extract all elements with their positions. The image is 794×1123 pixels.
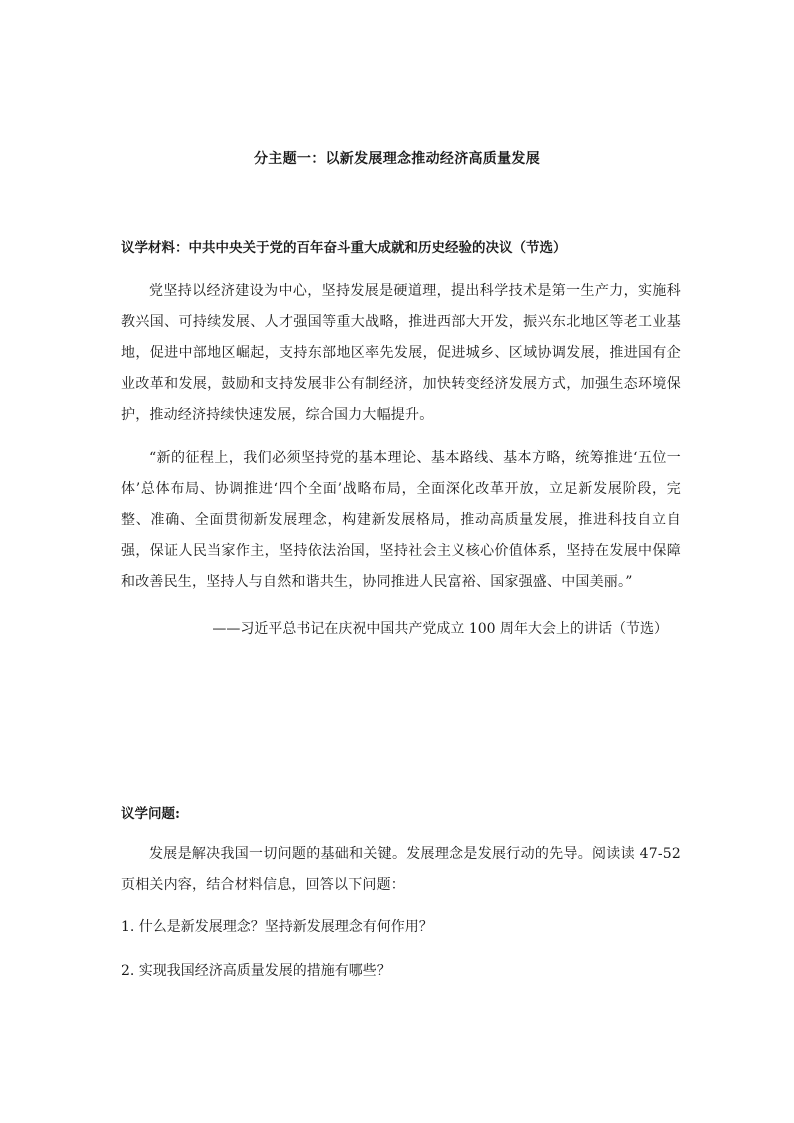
page-title: 分主题一：以新发展理念推动经济高质量发展 — [254, 151, 540, 167]
question-intro: 发展是解决我国一切问题的基础和关键。发展理念是发展行动的先导。阅读读 47-52 页相关内容，结合材料信息，回答以下问题： — [121, 846, 681, 893]
material-paragraph-1: 党坚持以经济建设为中心，坚持发展是硬道理，提出科学技术是第一生产力，实施科教兴国、可持续发展、人才强国等重大战略，推进西部大开发，振兴东北地区等老工业基地，促进中部地区崛起，支持东部地区率先发展，促进城乡、区域协调发展，推进国有企业改革和发展，鼓励和支持发展非公有制经济，加快转变经济发展方式，加强生态环境保护，推动经济持续快速发展，综合国力大幅提升。 — [121, 283, 681, 423]
quote-source: ——习近平总书记在庆祝中国共产党成立 100 周年大会上的讲话（节选） — [212, 621, 668, 637]
material-paragraph-2: “新的征程上，我们必须坚持党的基本理论、基本路线、基本方略，统筹推进‘五位一体’总体布局、协调推进‘四个全面’战略布局，全面深化改革开放，立足新发展阶段，完整、准确、全面贯彻新发展理念，构建新发展格局，推动高质量发展，推进科技自立自强，保证人民当家作主，坚持依法治国，坚持社会主义核心价值体系，坚持在发展中保障和改善民生，坚持人与自然和谐共生，协同推进人民富裕、国家强盛、中国美丽。” — [121, 450, 681, 590]
material-heading: 议学材料：中共中央关于党的百年奋斗重大成就和历史经验的决议（节选） — [121, 240, 567, 256]
question-heading: 议学问题: — [121, 806, 180, 822]
question-item-1: 1. 什么是新发展理念？坚持新发展理念有何作用？ — [121, 919, 433, 935]
question-item-2: 2. 实现我国经济高质量发展的措施有哪些？ — [121, 963, 391, 979]
